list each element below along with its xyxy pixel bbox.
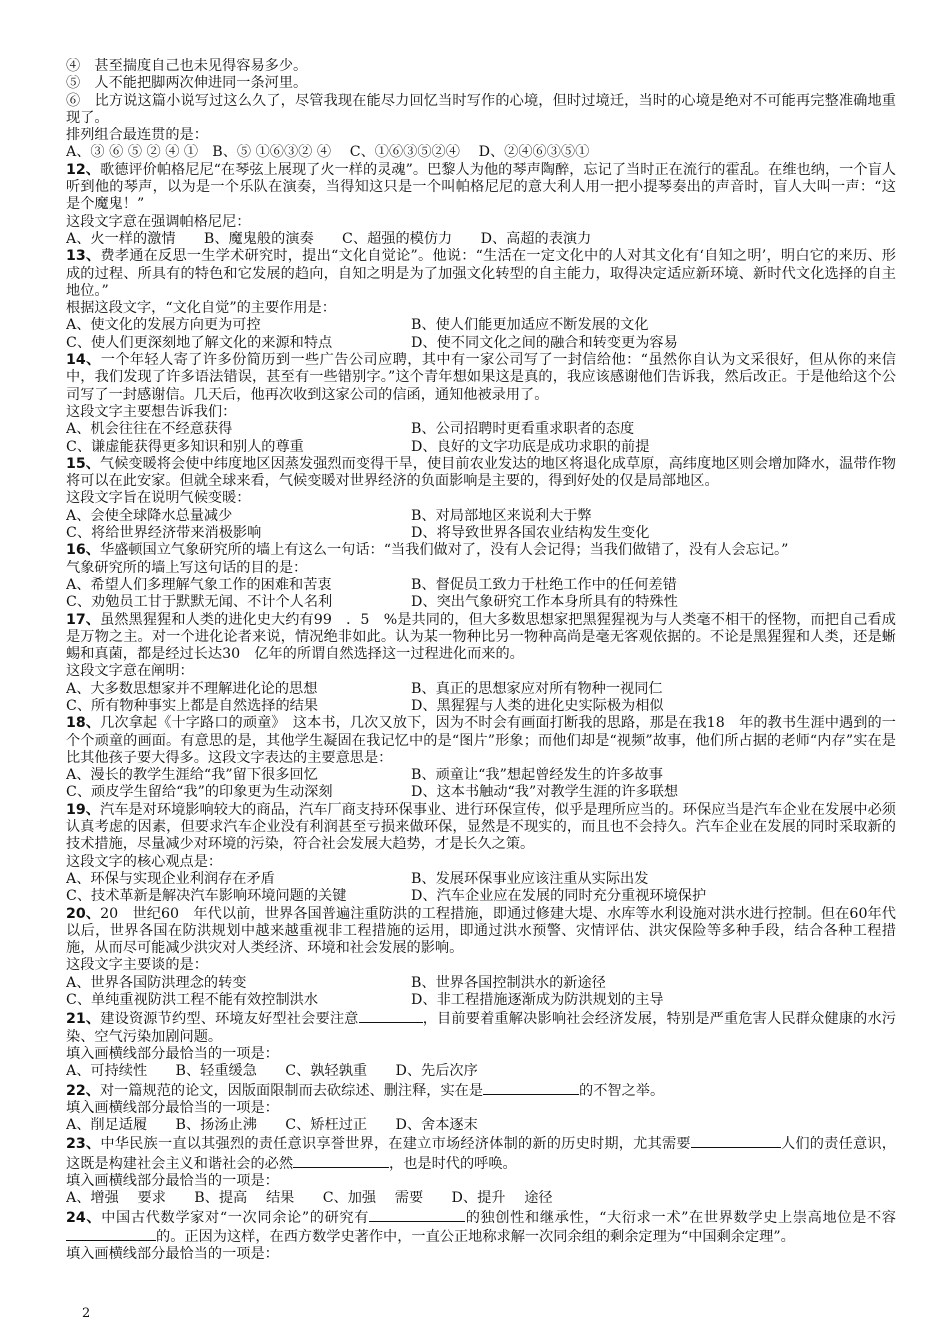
answer-option: D、突出气象研究工作本身所具有的特殊性 bbox=[411, 594, 678, 611]
question-13-text bbox=[66, 248, 896, 300]
option-row bbox=[66, 231, 896, 248]
question-19-prompt: 这段文字的核心观点是： bbox=[66, 853, 223, 870]
option-row bbox=[66, 992, 896, 1009]
question-23-text bbox=[66, 1134, 896, 1173]
question-23-pre: 中华民族一直以其强烈的责任意识享誉世界，在建立市场经济体制的新的历史时期，尤其需要 bbox=[100, 1136, 691, 1153]
question-15-prompt: 这段文字旨在说明气候变暖： bbox=[66, 490, 251, 507]
question-18-text bbox=[66, 715, 896, 767]
question-number: 14、 bbox=[66, 352, 101, 369]
question-15-text bbox=[66, 456, 896, 491]
answer-option: A、环保与实现企业利润存在矛盾 bbox=[66, 870, 275, 887]
question-23-mid: 人们的责任意识，这既是构建社会主义和谐社会的必然 bbox=[66, 1136, 896, 1172]
question-19-text bbox=[66, 802, 896, 854]
question-11-prompt: 排列组合最连贯的是： bbox=[66, 127, 208, 144]
question-body: 汽车是对环境影响较大的商品，汽车厂商支持环保事业、进行环保宣传，似乎是理所应当的。环保应当是汽车企业在发展中必须认真考虑的因素，但要求汽车企业没有利润甚至亏损来做环保，显然是不现实的，而且也不会持久。汽车企业在发展的同时采取新的技术措施，尽量减少对环境的污染，符合社会发展大趋势，才是长久之策。 bbox=[66, 801, 896, 853]
question-number: 19、 bbox=[66, 801, 100, 818]
answer-blank bbox=[359, 1009, 423, 1023]
option-row bbox=[66, 439, 896, 456]
question-24-mid: 的独创性和继承性，“大衍求一术”在世界数学史上崇高地位是不容 bbox=[465, 1209, 896, 1226]
sentence-5: ⑤ 人不能把脚两次伸进同一条河里。 bbox=[66, 75, 308, 92]
question-22-options: A、削足适履 B、扬汤止沸 C、矫枉过正 D、舍本逐末 bbox=[66, 1117, 478, 1134]
question-number: 21、 bbox=[66, 1011, 101, 1028]
option-row bbox=[66, 784, 896, 801]
answer-option: A、世界各国防洪理念的转变 bbox=[66, 974, 247, 991]
question-16 bbox=[66, 542, 896, 611]
question-17-prompt: 这段文字意在阐明： bbox=[66, 663, 194, 680]
option-row bbox=[66, 577, 896, 594]
question-20 bbox=[66, 906, 896, 1010]
question-11-options: A、③ ⑥ ⑤ ② ④ ① B、⑤ ①⑥③② ④ C、①⑥③⑤②④ D、②④⑥③⑤① bbox=[66, 144, 590, 161]
answer-option: D、汽车企业应在发展的同时充分重视环境保护 bbox=[411, 888, 707, 905]
option-row bbox=[66, 975, 896, 992]
option-row bbox=[66, 421, 896, 438]
question-22-pre: 对一篇规范的论文，因版面限制而去砍综述、删注释，实在是 bbox=[99, 1082, 484, 1099]
option-row bbox=[66, 888, 896, 905]
question-14 bbox=[66, 352, 896, 456]
question-24-text bbox=[66, 1208, 896, 1247]
question-number: 18、 bbox=[66, 715, 101, 732]
question-13 bbox=[66, 248, 896, 352]
question-22-text bbox=[66, 1081, 896, 1100]
answer-option: C、单纯重视防洪工程不能有效控制洪水 bbox=[66, 992, 319, 1009]
answer-blank bbox=[691, 1134, 781, 1148]
question-23-options: A、增强 要求 B、提高 结果 C、加强 需要 D、提升 途径 bbox=[66, 1190, 553, 1207]
option-row bbox=[66, 317, 896, 334]
question-24-pre: 中国古代数学家对“一次同余论”的研究有 bbox=[101, 1209, 370, 1226]
answer-option: C、使人们更深刻地了解文化的来源和特点 bbox=[66, 334, 333, 351]
answer-option: A、希望人们多理解气象工作的困难和苦衷 bbox=[66, 576, 332, 593]
question-number: 13、 bbox=[66, 248, 101, 265]
answer-option: A、大多数思想家并不理解进化论的思想 bbox=[66, 680, 318, 697]
question-13-prompt: 根据这段文字，“文化自觉”的主要作用是： bbox=[66, 300, 336, 317]
option-row bbox=[66, 335, 896, 352]
question-22-post: 的不智之举。 bbox=[579, 1082, 665, 1099]
question-body: 一个年轻人寄了许多份简历到一些广告公司应聘，其中有一家公司写了一封信给他：“虽然你自认为文采很好，但从你的来信中，我们发现了许多语法错误，甚至有一些错别字。”这个青年想如果这是真的，我应该感谢他们告诉我，然后改正。于是他给这个公司写了一封感谢信。几天后，他再次收到这家公司的信函，通知他被录用了。 bbox=[66, 352, 896, 403]
question-number: 23、 bbox=[66, 1136, 101, 1153]
question-20-prompt: 这段文字主要谈的是： bbox=[66, 957, 208, 974]
question-19 bbox=[66, 802, 896, 906]
question-body: 华盛顿国立气象研究所的墙上有这么一句话：“当我们做对了，没有人会记得；当我们做错了，没有人会忘记。” bbox=[99, 542, 789, 559]
question-body: 费孝通在反思一生学术研究时，提出“文化自觉论”。他说：“生活在一定文化中的人对其文化有‘自知之明’，明白它的来历、形成的过程、所具有的特色和它发展的趋向，自知之明是为了加强文化转型的自主能力，取得决定适应新环境、新时代文化选择的自主地位。” bbox=[66, 248, 896, 299]
answer-option: D、这本书触动“我”对教学生涯的许多联想 bbox=[411, 784, 679, 801]
answer-option: A、漫长的教学生涯给“我”留下很多回忆 bbox=[66, 767, 318, 784]
question-body: 20 世纪60 年代以前，世界各国普遍注重防洪的工程措施，即通过修建大堤、水库等水利设施对洪水进行控制。但在60年代以后，世界各国在防洪规划中越来越重视非工程措施的运用，即通过洪水预警、灾情评估、洪灾保险等多种手段，结合各种工程措施，从而尽可能减少洪灾对人类经济、环境和社会发展的影响。 bbox=[66, 905, 896, 957]
question-body: 几次拿起《十字路口的顽童》 这本书，几次又放下，因为不时会有画面打断我的思路，那是在我18 年的教书生涯中遇到的一个个顽童的画面。有意思的是，其他学生凝固在我记忆中的是“图片”形象；而他们却是“视频”故事，他们所占据的老师“内存”实在是比其他孩子要大得多。这段文字表达的主要意思是： bbox=[66, 715, 896, 766]
question-17 bbox=[66, 612, 896, 716]
answer-option: B、使人们能更加适应不断发展的文化 bbox=[411, 317, 649, 334]
question-24-post: 的。正因为这样，在西方数学史著作中，一直公正地称求解一次同余组的剩余定理为“中国剩余定理”。 bbox=[156, 1228, 795, 1245]
question-body: 虽然黑猩猩和人类的进化史大约有99 ．5 %是共同的，但大多数思想家把黑猩猩视为与人类毫不相干的怪物，而把自己看成是万物之主。对一个进化论者来说，情况绝非如此。认为某一物种比另一物种高尚是毫无客观依据的。不论是黑猩猩和人类，还是蜥蜴和真菌，都是经过长达30 亿年的所谓自然选择这一过程进化而来的。 bbox=[66, 611, 896, 663]
answer-option: D、将导致世界各国农业结构发生变化 bbox=[411, 525, 650, 542]
question-number: 16、 bbox=[66, 542, 100, 559]
answer-option: A、机会往往在不经意获得 bbox=[66, 421, 233, 438]
question-12-prompt: 这段文字意在强调帕格尼尼： bbox=[66, 213, 251, 230]
answer-option: D、黑猩猩与人类的进化史实际极为相似 bbox=[411, 697, 664, 714]
question-21-options: A、可持续性 B、轻重缓急 C、孰轻孰重 D、先后次序 bbox=[66, 1063, 478, 1080]
answer-option: A、火一样的激情 B、魔鬼般的演奏 C、超强的模仿力 D、高超的表演力 bbox=[66, 230, 592, 247]
answer-option: B、真正的思想家应对所有物种一视同仁 bbox=[411, 680, 663, 697]
question-21 bbox=[66, 1009, 896, 1080]
answer-option: B、对局部地区来说利大于弊 bbox=[411, 507, 592, 524]
question-20-text bbox=[66, 906, 896, 958]
option-row bbox=[66, 698, 896, 715]
answer-option: C、所有物种事实上都是自然选择的结果 bbox=[66, 697, 319, 714]
answer-option: B、发展环保事业应该注重从实际出发 bbox=[411, 870, 649, 887]
question-21-pre: 建设资源节约型、环境友好型社会要注意 bbox=[100, 1011, 359, 1028]
answer-option: B、公司招聘时更看重求职者的态度 bbox=[411, 421, 635, 438]
question-21-post: ，目前要着重解决影响社会经济发展，特别是严重危害人民群众健康的水污染、空气污染加剧问题。 bbox=[66, 1011, 896, 1045]
question-number: 12、 bbox=[66, 161, 100, 178]
question-18 bbox=[66, 715, 896, 801]
sentence-4: ④ 甚至揣度自己也未见得容易多少。 bbox=[66, 58, 308, 74]
question-12-text bbox=[66, 162, 896, 214]
question-14-text bbox=[66, 352, 896, 404]
question-number: 15、 bbox=[66, 455, 100, 472]
question-15 bbox=[66, 456, 896, 542]
answer-option: C、将给世界经济带来消极影响 bbox=[66, 525, 262, 542]
answer-option: C、劝勉员工甘于默默无闻、不计个人名利 bbox=[66, 594, 333, 611]
question-body: 歌德评价帕格尼尼“在琴弦上展现了火一样的灵魂”。巴黎人为他的琴声陶醉，忘记了当时正在流行的霍乱。在维也纳，一个盲人听到他的琴声，以为是一个乐队在演奏，当得知这只是一个叫帕格尼尼的意大利人用一把小提琴奏出的声音时，盲人大叫一声：“这是个魔鬼！” bbox=[66, 161, 896, 213]
answer-blank bbox=[483, 1081, 579, 1095]
answer-option: B、顽童让“我”想起曾经发生的许多故事 bbox=[411, 767, 663, 784]
exam-page bbox=[66, 58, 896, 1263]
question-23-post: ，也是时代的呼唤。 bbox=[389, 1155, 517, 1172]
question-body: 气候变暖将会使中纬度地区因蒸发强烈而变得干旱，使目前农业发达的地区将退化成草原，高纬度地区则会增加降水，温带作物将可以在此安家。但就全球来看，气候变暖对世界经济的负面影响是主要的，得到好处的仅是局部地区。 bbox=[66, 455, 896, 490]
answer-option: B、世界各国控制洪水的新途径 bbox=[411, 974, 606, 991]
answer-option: A、使文化的发展方向更为可控 bbox=[66, 317, 261, 334]
option-row bbox=[66, 871, 896, 888]
option-row bbox=[66, 525, 896, 542]
question-16-prompt: 气象研究所的墙上写这句话的目的是： bbox=[66, 559, 308, 576]
option-row bbox=[66, 594, 896, 611]
sentence-6: ⑥ 比方说这篇小说写过这么久了，尽管我现在能尽力回忆当时写作的心境，但时过境迁，当时的心境是绝对不可能再完整准确地重现了。 bbox=[66, 92, 896, 126]
answer-option: D、使不同文化之间的融合和转变更为容易 bbox=[411, 334, 678, 351]
question-24-prompt: 填入画横线部分最恰当的一项是： bbox=[66, 1246, 279, 1263]
question-number: 24、 bbox=[66, 1209, 102, 1226]
answer-option: C、技术革新是解决汽车影响环境问题的关键 bbox=[66, 888, 347, 905]
answer-option: D、良好的文字功底是成功求职的前提 bbox=[411, 438, 650, 455]
question-number: 22、 bbox=[66, 1082, 100, 1099]
question-16-text bbox=[66, 542, 896, 559]
answer-option: D、非工程措施逐渐成为防洪规划的主导 bbox=[411, 992, 664, 1009]
page-number: 2 bbox=[82, 1306, 91, 1321]
question-22-prompt: 填入画横线部分最恰当的一项是： bbox=[66, 1099, 279, 1116]
question-21-prompt: 填入画横线部分最恰当的一项是： bbox=[66, 1045, 279, 1062]
question-23 bbox=[66, 1134, 896, 1207]
question-17-text bbox=[66, 612, 896, 664]
question-24 bbox=[66, 1208, 896, 1264]
option-row bbox=[66, 508, 896, 525]
question-14-prompt: 这段文字主要想告诉我们： bbox=[66, 403, 237, 420]
question-23-prompt: 填入画横线部分最恰当的一项是： bbox=[66, 1173, 279, 1189]
answer-option: C、顽皮学生留给“我”的印象更为生动深刻 bbox=[66, 784, 333, 801]
question-list bbox=[66, 162, 896, 1010]
option-row bbox=[66, 681, 896, 698]
answer-blank bbox=[66, 1227, 156, 1241]
answer-option: C、谦虚能获得更多知识和别人的尊重 bbox=[66, 438, 304, 455]
question-number: 20、 bbox=[66, 905, 101, 922]
answer-option: A、会使全球降水总量减少 bbox=[66, 507, 233, 524]
question-21-text bbox=[66, 1009, 896, 1046]
answer-blank bbox=[293, 1154, 389, 1168]
question-12 bbox=[66, 162, 896, 248]
question-22 bbox=[66, 1081, 896, 1135]
answer-blank bbox=[369, 1208, 465, 1222]
question-number: 17、 bbox=[66, 611, 101, 628]
option-row bbox=[66, 767, 896, 784]
answer-option: B、督促员工致力于杜绝工作中的任何差错 bbox=[411, 576, 677, 593]
